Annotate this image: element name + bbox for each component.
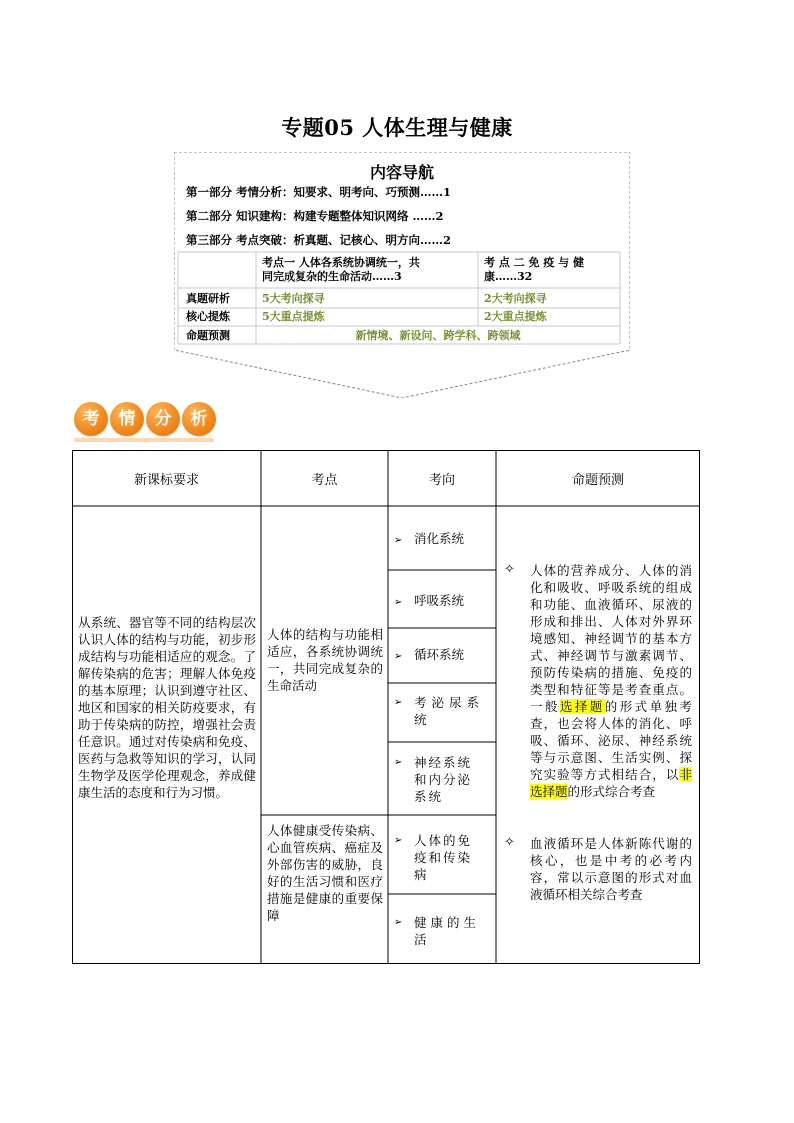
- highlight-subjective: 非选择题: [530, 767, 692, 799]
- nav-kaodian-2-line2: 康……32: [484, 270, 533, 283]
- kaoxiang-label: 消化系统: [414, 531, 465, 546]
- nav-kaodian-1: [262, 256, 474, 284]
- nav-kaodian-1-line1: 考点一 人体各系统协调统一，共: [262, 256, 420, 269]
- banner-underline: [74, 438, 214, 442]
- header-requirement: 新课标要求: [133, 473, 199, 488]
- kaoxiang-item: [394, 832, 492, 883]
- content-navigation: [174, 152, 630, 398]
- highlight-objective: 选择题: [559, 699, 605, 714]
- kaoxiang-label: 人体的免疫和传染病: [414, 833, 473, 882]
- nav-kaodian-1-line2: 同完成复杂的生命活动……3: [262, 270, 402, 283]
- arrow-icon: ➢: [394, 651, 403, 662]
- arrow-icon: ➢: [394, 697, 403, 708]
- nav-row-value: 5大重点提炼: [262, 310, 325, 323]
- kaoxiang-label: 考泌尿系统: [414, 695, 485, 727]
- header-prediction: 命题预测: [571, 473, 624, 488]
- kaoxiang-item: [394, 592, 492, 611]
- banner-char: 分: [146, 402, 180, 436]
- nav-part-2: 第二部分 知识建构：构建专题整体知识网络 ……2: [186, 209, 444, 223]
- nav-kaodian-2: [484, 256, 616, 284]
- nav-row-label: 真题研析: [186, 292, 230, 305]
- kaoxiang-item: [394, 694, 492, 728]
- nav-row-value: 2大重点提炼: [484, 310, 547, 323]
- arrow-icon: ➢: [394, 835, 403, 846]
- prediction-1-part: 的形式单独考查，也会将人体的消化、呼吸、循环、泌尿、神经系统等与示意图、生活实例、探究实验等方式相结合，以: [530, 699, 692, 782]
- nav-row-label: 命题预测: [186, 329, 230, 342]
- arrow-icon: ➢: [394, 757, 403, 768]
- prediction-1-part: 人体的营养成分、人体的消化和吸收、呼吸系统的组成和功能、血液循环、尿液的形成和排出、人体对外界环境感知、神经调节的基本方式、神经调节与激素调节、预防传染病的措施、免疫的类型和特征等是考查重点。一般: [530, 563, 692, 714]
- arrow-icon: ➢: [394, 597, 403, 608]
- kaoxiang-label: 呼吸系统: [414, 593, 465, 608]
- diamond-bullet-icon: ✧: [504, 835, 515, 850]
- nav-heading: 内容导航: [369, 163, 434, 182]
- nav-part-3: 第三部分 考点突破：析真题、记核心、明方向……2: [186, 233, 452, 247]
- kaoxiang-item: [394, 646, 492, 665]
- prediction-1-text: [530, 562, 692, 800]
- banner-char: 情: [110, 402, 144, 436]
- prediction-2-text: 血液循环是人体新陈代谢的核心，也是中考的必考内容，常以示意图的形式对血液循环相关综合考查: [530, 836, 692, 902]
- kaoxiang-label: 健康的生活: [414, 915, 481, 947]
- nav-row-value: 2大考向探寻: [484, 292, 547, 305]
- kaoxiang-item: [394, 914, 492, 948]
- kaoxiang-label: 神经系统和内分泌系统: [414, 755, 473, 804]
- nav-row-value: 5大考向探寻: [262, 292, 325, 305]
- kaodian-1-text: 人体的结构与功能相适应，各系统协调统一，共同完成复杂的生命活动: [267, 627, 383, 693]
- kaodian-2-text: 人体健康受传染病、心血管疾病、癌症及外部伤害的威胁，良好的生活习惯和医疗措施是健康的重要保障: [267, 823, 383, 923]
- nav-kaodian-2-line1: 考 点 二 免 疫 与 健: [484, 256, 584, 269]
- requirement-text: 从系统、器官等不同的结构层次认识人体的结构与功能，初步形成结构与功能相适应的观念。了解传染病的危害；理解人体免疫的基本原理；认识到遵守社区、地区和国家的相关防疫要求，有助于传染病的防控，增强社会责任意识。通过对传染病和免疫、医药与急救等知识的学习，认同生物学及医学伦理观念，养成健康生活的态度和行为习惯。: [78, 615, 256, 800]
- arrow-icon: ➢: [394, 917, 403, 928]
- prediction-1-part: 的形式综合考查: [567, 784, 656, 799]
- diamond-bullet-icon: ✧: [504, 562, 515, 577]
- header-kaoxiang: 考向: [428, 473, 455, 488]
- header-kaodian: 考点: [311, 473, 338, 488]
- kaoxiang-item: [394, 754, 492, 805]
- nav-part-1: 第一部分 考情分析：知要求、明考向、巧预测……1: [186, 185, 452, 199]
- nav-prediction-value: 新情境、新设问、跨学科、跨领域: [355, 329, 521, 342]
- banner-char: 考: [74, 402, 108, 436]
- kaoxiang-item: [394, 530, 492, 549]
- nav-row-label: 核心提炼: [186, 310, 230, 323]
- banner-char: 析: [182, 402, 216, 436]
- page-title: 专题05 人体生理与健康: [281, 115, 513, 140]
- arrow-icon: ➢: [394, 535, 403, 546]
- kaoxiang-label: 循环系统: [414, 647, 465, 662]
- analysis-table: [72, 450, 700, 964]
